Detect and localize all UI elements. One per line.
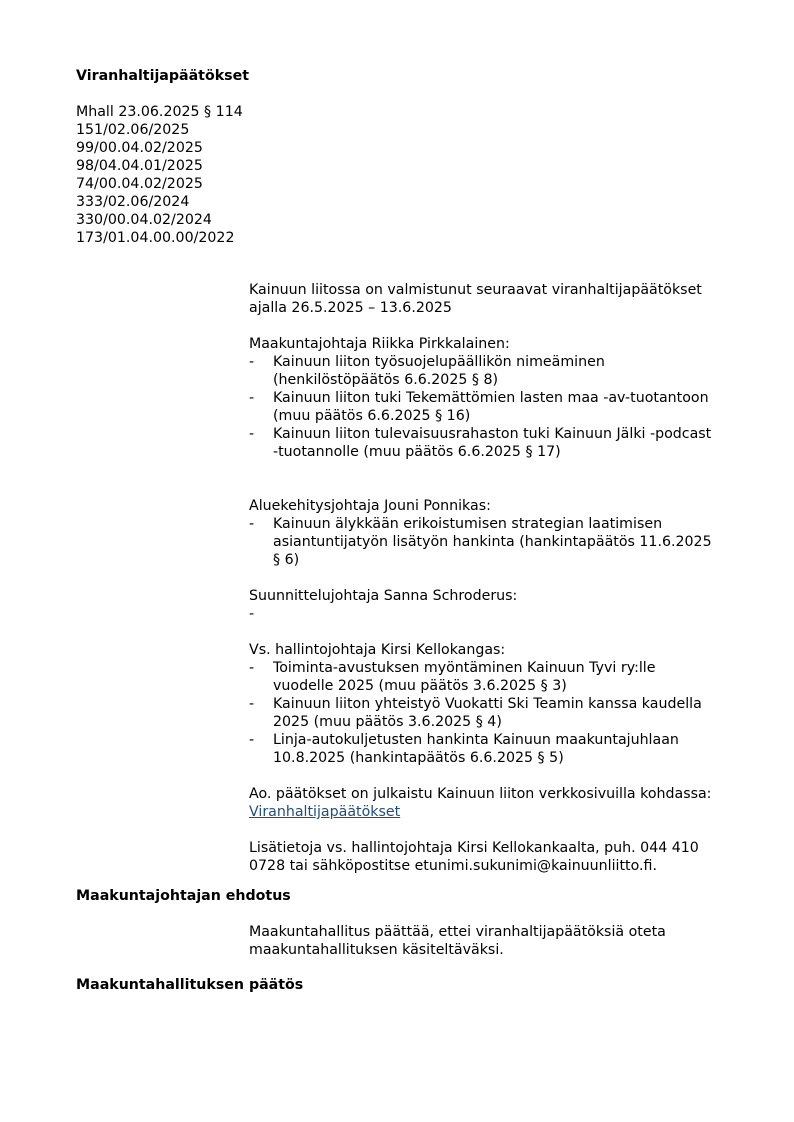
- section-heading-ehdotus: Maakuntajohtajan ehdotus: [76, 888, 291, 904]
- section-heading-paatos: Maakuntahallituksen päätös: [76, 977, 304, 993]
- dash-marker: -: [249, 516, 255, 532]
- decision-item: [249, 353, 739, 389]
- decision-item: [249, 389, 739, 425]
- reference-item: 99/00.04.02/2025: [76, 140, 203, 156]
- group-title-aluekehitysjohtaja: Aluekehitysjohtaja Jouni Ponnikas:: [249, 498, 491, 514]
- decision-text: Kainuun älykkään erikoistumisen strategian laatimisen: [273, 516, 663, 532]
- decision-item: [249, 695, 739, 731]
- decision-text: Kainuun liiton tuki Tekemättömien lasten maa -av-tuotantoon: [273, 390, 709, 406]
- reference-item: 98/04.04.01/2025: [76, 158, 203, 174]
- dash-marker: -: [249, 696, 255, 712]
- decision-item: [249, 659, 739, 695]
- decision-text: 2025 (muu päätös 3.6.2025 § 4): [273, 714, 502, 730]
- proposal-paragraph: [249, 923, 739, 959]
- intro-line: Kainuun liitossa on valmistunut seuraavat viranhaltijapäätökset: [249, 282, 702, 298]
- decision-text: Linja-autokuljetusten hankinta Kainuun maakuntajuhlaan: [273, 732, 679, 748]
- decision-item: [249, 515, 739, 569]
- intro-paragraph: [249, 281, 739, 317]
- dash-marker: -: [249, 732, 255, 748]
- contact-paragraph: [249, 839, 739, 875]
- decision-text: Kainuun liiton yhteistyö Vuokatti Ski Teamin kanssa kaudella: [273, 696, 702, 712]
- decision-item: [249, 425, 739, 461]
- reference-item: 74/00.04.02/2025: [76, 176, 203, 192]
- decision-list-aluekehitysjohtaja: [249, 515, 739, 569]
- group-title-maakuntajohtaja: Maakuntajohtaja Riikka Pirkkalainen:: [249, 336, 510, 352]
- publication-paragraph: [249, 785, 739, 821]
- section-heading-viranhaltijapaatokset: Viranhaltijapäätökset: [76, 68, 249, 84]
- decision-text: Kainuun liiton työsuojelupäällikön nimeäminen: [273, 354, 605, 370]
- dash-marker: -: [249, 390, 255, 406]
- decision-text: asiantuntijatyön lisätyön hankinta (hankintapäätös 11.6.2025: [273, 534, 712, 550]
- decision-text: Toiminta-avustuksen myöntäminen Kainuun Tyvi ry:lle: [273, 660, 656, 676]
- proposal-text: Maakuntahallitus päättää, ettei viranhaltijapäätöksiä oteta: [249, 924, 666, 940]
- contact-text: 0728 tai sähköpostitse etunimi.sukunimi@kainuunliitto.fi.: [249, 858, 658, 874]
- group-title-suunnittelujohtaja: Suunnittelujohtaja Sanna Schroderus:: [249, 588, 518, 604]
- contact-text: Lisätietoja vs. hallintojohtaja Kirsi Kellokankaalta, puh. 044 410: [249, 840, 699, 856]
- empty-dash: -: [249, 606, 255, 622]
- decision-text: vuodelle 2025 (muu päätös 3.6.2025 § 3): [273, 678, 567, 694]
- decision-list-hallintojohtaja: [249, 659, 739, 767]
- decision-list-maakuntajohtaja: [249, 353, 739, 461]
- decision-text: (muu päätös 6.6.2025 § 16): [273, 408, 471, 424]
- reference-item: Mhall 23.06.2025 § 114: [76, 104, 243, 120]
- reference-item: 151/02.06/2025: [76, 122, 190, 138]
- proposal-body: [249, 923, 739, 959]
- decision-text: § 6): [273, 552, 300, 568]
- intro-line: ajalla 26.5.2025 – 13.6.2025: [249, 300, 452, 316]
- reference-item: 333/02.06/2024: [76, 194, 190, 210]
- proposal-text: maakuntahallituksen käsiteltäväksi.: [249, 942, 504, 958]
- decision-body: [249, 281, 739, 875]
- dash-marker: -: [249, 660, 255, 676]
- decision-text: 10.8.2025 (hankintapäätös 6.6.2025 § 5): [273, 750, 564, 766]
- decision-text: Kainuun liiton tulevaisuusrahaston tuki Kainuun Jälki -podcast: [273, 426, 712, 442]
- decision-text: -tuotannolle (muu päätös 6.6.2025 § 17): [273, 444, 561, 460]
- viranhaltijapaatokset-link[interactable]: Viranhaltijapäätökset: [249, 804, 401, 820]
- reference-list: [76, 103, 243, 247]
- decision-text: (henkilöstöpäätös 6.6.2025 § 8): [273, 372, 499, 388]
- dash-marker: -: [249, 426, 255, 442]
- dash-marker: -: [249, 354, 255, 370]
- group-title-hallintojohtaja: Vs. hallintojohtaja Kirsi Kellokangas:: [249, 642, 506, 658]
- decision-item: [249, 731, 739, 767]
- publication-text: Ao. päätökset on julkaistu Kainuun liiton verkkosivuilla kohdassa:: [249, 786, 712, 802]
- reference-item: 173/01.04.00.00/2022: [76, 230, 235, 246]
- reference-item: 330/00.04.02/2024: [76, 212, 212, 228]
